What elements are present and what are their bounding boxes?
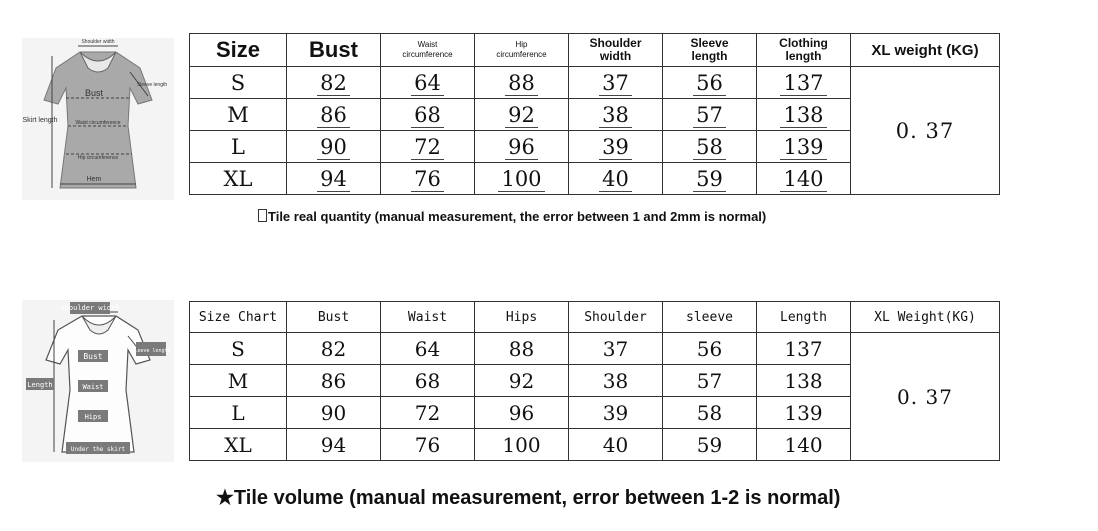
top-dress-diagram: [22, 38, 174, 200]
cell-shoulder: 37: [569, 67, 663, 99]
cell-size: L: [190, 397, 287, 429]
col-header-size: Size Chart: [190, 302, 287, 333]
cell-bust: 86: [287, 365, 381, 397]
cell-bust: 82: [287, 333, 381, 365]
cell-hips: 92: [475, 365, 569, 397]
col-header-sleeve: Sleeve length: [663, 34, 757, 67]
hips-label: Hips: [84, 413, 102, 421]
cell-shoulder: 37: [569, 333, 663, 365]
cell-length: 140: [757, 163, 851, 195]
table-header-row: [190, 34, 1000, 67]
shoulder-label: Shoulder width: [81, 39, 115, 45]
cell-hip: 96: [475, 131, 569, 163]
shoulder-label: shoulder width: [60, 304, 120, 312]
cell-sleeve: 57: [663, 99, 757, 131]
col-header-hip: Hip circumference: [475, 34, 569, 67]
hem-label: Hem: [86, 176, 102, 183]
cell-weight: 0. 37: [851, 333, 1000, 461]
col-header-waist: Waist circumference: [381, 34, 475, 67]
col-header-sleeve: sleeve: [663, 302, 757, 333]
cell-length: 139: [757, 397, 851, 429]
cell-sleeve: 56: [663, 333, 757, 365]
waist-label: Waist: [82, 383, 104, 391]
bottom-dress-diagram: [22, 300, 174, 462]
cell-size: L: [190, 131, 287, 163]
cell-sleeve: 58: [663, 131, 757, 163]
cell-hip: 92: [475, 99, 569, 131]
checkbox-glyph-icon: [258, 209, 267, 222]
bust-label: Bust: [83, 352, 103, 361]
cell-waist: 72: [381, 131, 475, 163]
size-table-1: [189, 33, 1000, 195]
length-label: Length: [27, 381, 53, 389]
sleeve-label: sleeve length: [131, 348, 171, 354]
cell-size: XL: [190, 163, 287, 195]
cell-shoulder: 40: [569, 429, 663, 461]
cell-bust: 94: [287, 163, 381, 195]
cell-length: 137: [757, 67, 851, 99]
cell-length: 138: [757, 365, 851, 397]
table-row: [190, 333, 1000, 365]
cell-bust: 90: [287, 131, 381, 163]
cell-waist: 76: [381, 163, 475, 195]
cell-waist: 72: [381, 397, 475, 429]
col-header-size: Size: [190, 34, 287, 67]
cell-bust: 90: [287, 397, 381, 429]
cell-waist: 68: [381, 99, 475, 131]
cell-size: S: [190, 333, 287, 365]
cell-waist: 64: [381, 333, 475, 365]
cell-hips: 88: [475, 333, 569, 365]
cell-bust: 94: [287, 429, 381, 461]
cell-waist: 76: [381, 429, 475, 461]
cell-sleeve: 57: [663, 365, 757, 397]
cell-size: M: [190, 365, 287, 397]
cell-shoulder: 39: [569, 131, 663, 163]
col-header-length: Length: [757, 302, 851, 333]
hip-label: Hip circumference: [77, 155, 119, 161]
cell-hip: 88: [475, 67, 569, 99]
cell-shoulder: 40: [569, 163, 663, 195]
cell-hip: 100: [475, 163, 569, 195]
cell-length: 140: [757, 429, 851, 461]
cell-bust: 86: [287, 99, 381, 131]
cell-sleeve: 59: [663, 163, 757, 195]
cell-weight: 0. 37: [851, 67, 1000, 195]
cell-sleeve: 59: [663, 429, 757, 461]
col-header-shoulder: Shoulder width: [569, 34, 663, 67]
col-header-bust: Bust: [287, 34, 381, 67]
col-header-bust: Bust: [287, 302, 381, 333]
table-header-row: [190, 302, 1000, 333]
col-header-shoulder: Shoulder: [569, 302, 663, 333]
col-header-waist: Waist: [381, 302, 475, 333]
table-row: [190, 67, 1000, 99]
cell-waist: 64: [381, 67, 475, 99]
cell-size: M: [190, 99, 287, 131]
col-header-weight: XL Weight(KG): [851, 302, 1000, 333]
bust-label: Bust: [84, 88, 104, 98]
cell-length: 138: [757, 99, 851, 131]
cell-shoulder: 38: [569, 99, 663, 131]
cell-waist: 68: [381, 365, 475, 397]
cell-length: 137: [757, 333, 851, 365]
hem-label: Under the skirt: [70, 446, 126, 453]
cell-shoulder: 38: [569, 365, 663, 397]
size-table-2: [189, 301, 1000, 461]
cell-hips: 100: [475, 429, 569, 461]
cell-hips: 96: [475, 397, 569, 429]
waist-label: Waist circumference: [75, 120, 121, 126]
cell-size: S: [190, 67, 287, 99]
cell-shoulder: 39: [569, 397, 663, 429]
cell-size: XL: [190, 429, 287, 461]
col-header-length: Clothing length: [757, 34, 851, 67]
sleeve-label: Sleeve length: [136, 82, 168, 88]
cell-sleeve: 58: [663, 397, 757, 429]
col-header-weight: XL weight (KG): [851, 34, 1000, 67]
measurement-note-1: Tile real quantity (manual measurement, the error between 1 and 2mm is normal): [258, 209, 766, 224]
col-header-hips: Hips: [475, 302, 569, 333]
cell-bust: 82: [287, 67, 381, 99]
measurement-note-2: ★Tile volume (manual measurement, error between 1-2 is normal): [216, 487, 841, 509]
cell-sleeve: 56: [663, 67, 757, 99]
cell-length: 139: [757, 131, 851, 163]
skirt-label: Skirt length: [22, 117, 58, 124]
